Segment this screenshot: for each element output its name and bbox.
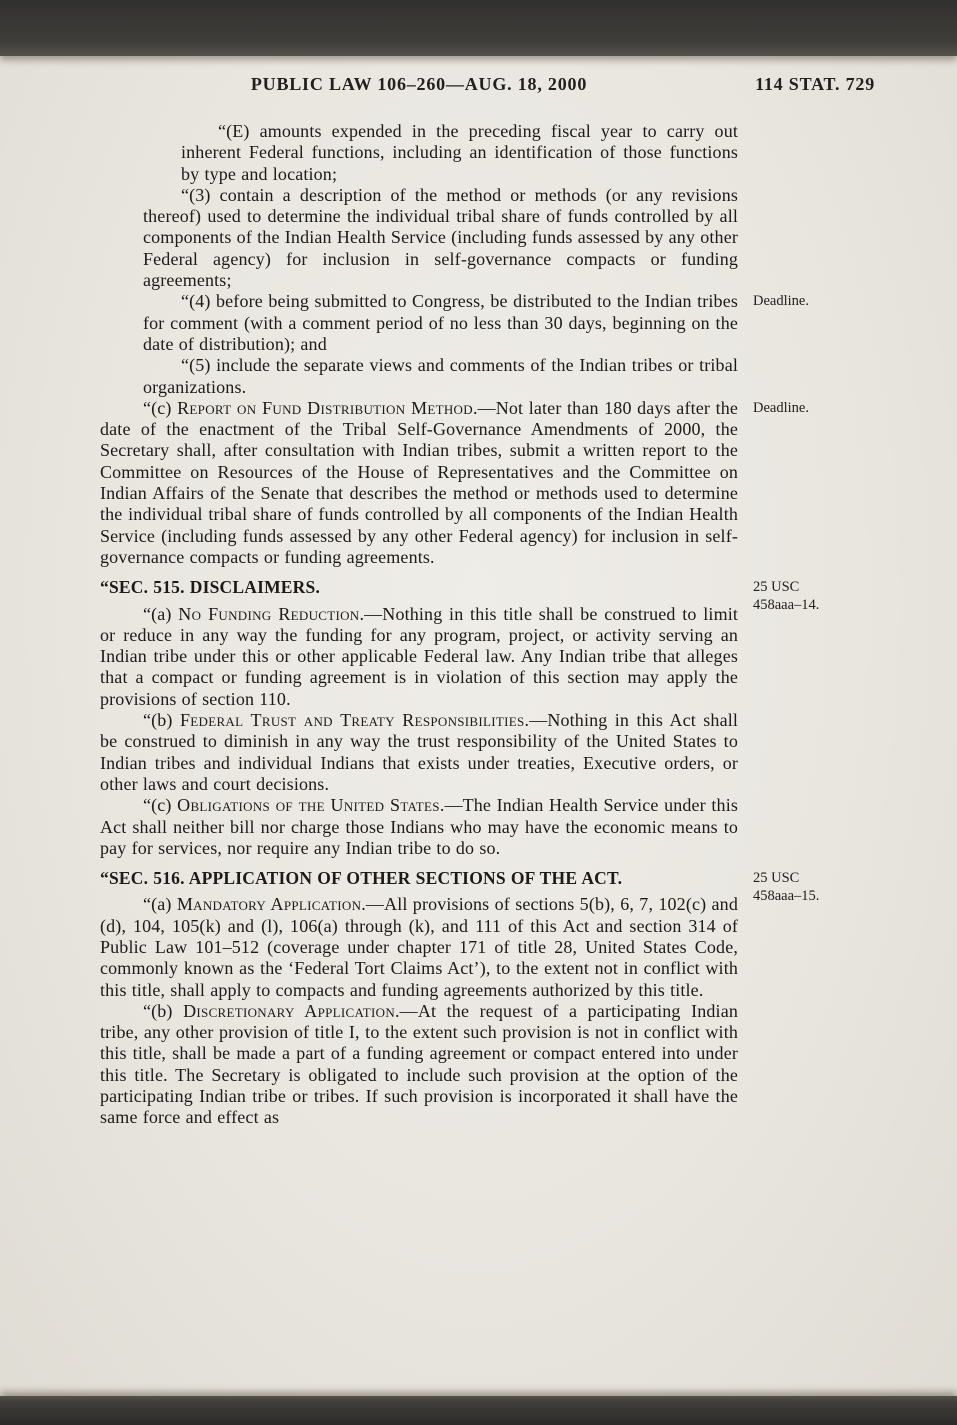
text-run: .—All provisions of sections 5(b), 6, 7, 102(c) and (d), 104, 105(k) and (l), 106(a) through (k), and 111 of this Act and section 314 of Public Law 101–512 (coverage under chapter 171 of title 28, United States Code, commonly known as the ‘Federal Tort Claims Act’), to the extent not in conflict with this title, shall apply to compacts and funding agreements authorized by this title. — [100, 894, 738, 1000]
text-run: “(5) include the separate views and comments of the Indian tribes or tribal organizations. — [143, 355, 738, 397]
paragraph — [100, 795, 738, 859]
margin-note-text: 458aaa–14. — [753, 596, 820, 613]
text-run: .—Nothing in this title shall be construed to limit or reduce in any way the funding for any program, project, or activity serving an Indian tribe under this or other applicable Federal law. Any Indian tribe that alleges that a compact or funding agreement is in violation of this section may apply the provisions of section 110. — [100, 603, 739, 709]
small-caps-run: Report on Fund Distribution Method — [177, 397, 473, 418]
section-heading — [100, 577, 738, 598]
paragraph — [143, 185, 738, 291]
paragraph — [100, 894, 738, 1000]
text-run: “(E) amounts expended in the preceding fiscal year to carry out inherent Federal functions, including an identification of those functions by type and location; — [181, 121, 738, 184]
text-run: “(c) — [143, 397, 178, 418]
document-body — [100, 121, 738, 1129]
small-caps-run: Mandatory Application — [176, 894, 362, 915]
text-run: “(c) — [143, 795, 178, 816]
stat-citation: 114 STAT. 729 — [755, 74, 875, 94]
paragraph — [100, 398, 738, 568]
margin-note-deadline-1 — [753, 293, 809, 311]
law-citation: PUBLIC LAW 106–260—AUG. 18, 2000 — [250, 74, 588, 94]
text-run: .—Nothing in this Act shall be construed to diminish in any way the trust responsibility of the United States to Indian tribes and individual Indians that exists under treaties, Executive orders, or other laws and court decisions. — [100, 710, 739, 794]
text-run: “(b) — [143, 710, 180, 731]
margin-note-text: 25 USC — [753, 870, 800, 886]
small-caps-run: Discretionary Application — [183, 1000, 396, 1021]
paragraph — [181, 121, 738, 185]
text-run: “SEC. 515. DISCLAIMERS. — [100, 577, 321, 598]
text-run: “(3) contain a description of the method or methods (or any revisions thereof) used to determine the individual tribal share of funds controlled by all components of the Indian Health Service (including funds assessed by any other Federal agency) for inclusion in self-governance compacts or funding agreements; — [143, 184, 738, 291]
text-run: “(b) — [143, 1000, 184, 1021]
margin-note-usc-514 — [753, 579, 819, 614]
paragraph — [143, 291, 738, 355]
margin-note-text: 25 USC — [753, 579, 800, 595]
paragraph — [143, 355, 738, 398]
section-heading — [100, 868, 738, 889]
margin-note-text: Deadline. — [753, 400, 809, 416]
small-caps-run: Obligations of the United States — [177, 795, 440, 816]
margin-note-deadline-2 — [753, 400, 809, 418]
paragraph — [100, 604, 738, 710]
margin-notes — [753, 0, 913, 1425]
margin-note-usc-515 — [753, 870, 819, 905]
paragraph — [100, 710, 738, 795]
text-run: “SEC. 516. APPLICATION OF OTHER SECTIONS OF THE ACT. — [100, 868, 623, 889]
text-run: .—At the request of a participating Indian tribe, any other provision of title I, to the extent such provision is not in conflict with this title, shall be made a part of a funding agreement or compact entered into under this title. The Secretary is obligated to include such provision at the option of the participating Indian tribe or tribes. If such provision is incorporated it shall have the same force and effect as — [100, 1000, 738, 1128]
small-caps-run: Federal Trust and Treaty Responsibilities — [179, 710, 525, 731]
small-caps-run: No Funding Reduction — [178, 603, 360, 624]
text-run: “(a) — [143, 603, 179, 624]
paragraph — [100, 1001, 738, 1129]
text-run: “(a) — [143, 894, 177, 915]
text-run: “(4) before being submitted to Congress, be distributed to the Indian tribes for comment (with a comment period of no less than 30 days, beginning on the date of distribution); and — [143, 291, 738, 354]
text-run: .—Not later than 180 days after the date of the enactment of the Tribal Self-Governance Amendments of 2000, the Secretary shall, after consultation with Indian tribes, submit a written report to the Committee on Resources of the House of Representatives and the Committee on Indian Affairs of the Senate that describes the method or methods used to determine the individual tribal share of funds controlled by all components of the Indian Health Service (including funds assessed by any other Federal agency) for inclusion in self-governance compacts or funding agreements. — [100, 397, 739, 567]
margin-note-text: 458aaa–15. — [753, 887, 820, 904]
margin-note-text: Deadline. — [753, 293, 809, 309]
text-run: .—The Indian Health Service under this Act shall neither bill nor charge those Indians who may have the economic means to pay for services, nor require any Indian tribe to do so. — [100, 795, 739, 858]
